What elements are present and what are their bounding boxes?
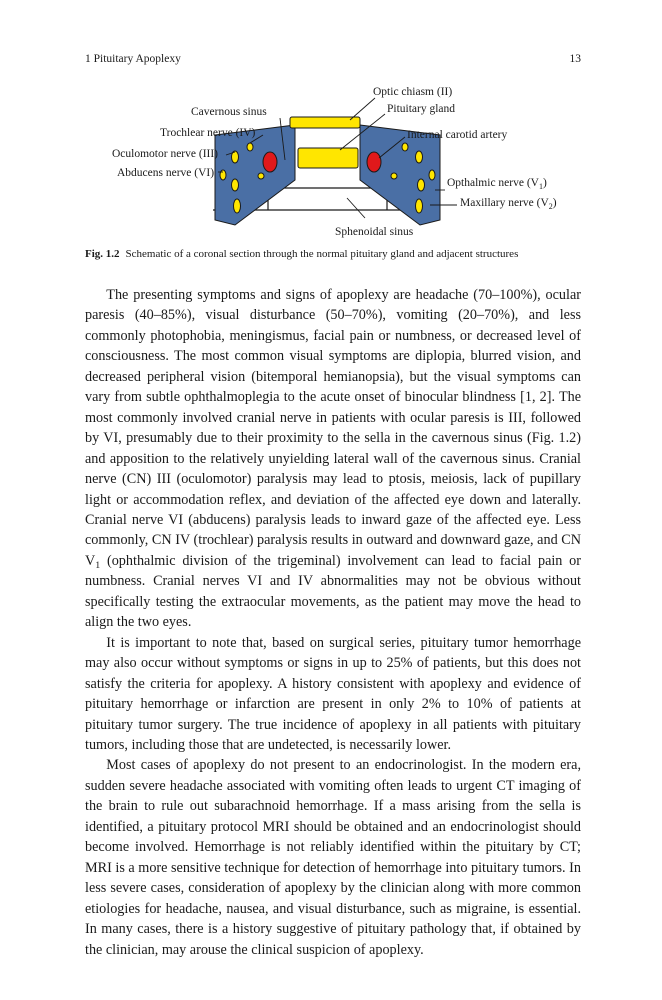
paragraph-3: Most cases of apoplexy do not present to an endocrinologist. In the modern era, sudden severe headache associated with vomiting often leads to urgent CT imaging of the brain to rule out subarachnoid hemorrhage. If a mass arising from the sella is identified, a pituitary protocol MRI should be obtained and an endocrinologist should become involved. Hemorrhage is not reliably identified within the pituitary by CT; MRI is a more sensitive technique for detection of hemorrhage into pituitary tumors. In less severe cases, consideration of apoplexy by the clinician along with more common etiologies for headache, nausea, and visual disturbance, such as migraine, is essential. In many cases, there is a history suggestive of pituitary pathology that, if obtained by the clinician, may arouse the clinical suspicion of apoplexy.	[85, 757, 581, 958]
label-trochlear: Trochlear nerve (IV)	[160, 127, 256, 139]
figure-caption	[85, 248, 581, 260]
left-ophthalmic-nerve	[232, 179, 239, 191]
right-internal-carotid	[367, 152, 381, 172]
running-head-title: 1 Pituitary Apoplexy	[85, 53, 181, 65]
label-pituitary-gland: Pituitary gland	[387, 103, 456, 115]
figure-coronal-section	[85, 80, 581, 245]
paragraph-1	[85, 285, 581, 633]
pituitary-gland	[298, 148, 358, 168]
right-abducens-nerve	[391, 173, 397, 179]
paragraph-1-subscript: 1	[95, 559, 101, 571]
right-ophthalmic-nerve	[418, 179, 425, 191]
page-number: 13	[569, 53, 581, 65]
paragraph-1-part-b: (ophthalmic division of the trigeminal) involvement can lead to facial pain or numbness. Cranial nerves VI and IV abnormalities may not be obvious without specifically testing the extraocular movements, as the patient may move the head to align the two eyes.	[85, 552, 581, 631]
paragraph-1-part-a: The presenting symptoms and signs of apoplexy are headache (70–100%), ocular paresis (40–85%), visual disturbance (50–70%), vomiting (20–70%), and less commonly photophobia, meningismus, facial pain or numbness, or decreased level of consciousness. The most common visual symptoms are diplopia, blurred vision, and decreased peripheral vision (bitemporal hemianopsia), but the visual symptoms can vary from subtle ophthalmoplegia to the acute onset of binocular blindness [1, 2]. The most commonly involved cranial nerve in patients with ocular paresis is III, followed by VI, presumably due to their proximity to the sella in the cavernous sinus (Fig. 1.2) and apposition to the relatively unyielding lateral wall of the cavernous sinus. Cranial nerve (CN) III (oculomotor) paralysis may lead to ptosis, meiosis, lack of pupillary light or accommodation reflex, and deviation of the affected eye down and laterally. Cranial nerve VI (abducens) paralysis leads to inward gaze of the affected eye. Less commonly, CN IV (trochlear) paralysis results in outward and downward gaze, and CN V	[85, 287, 581, 569]
right-oculomotor-nerve	[416, 151, 423, 163]
caption-label: Fig. 1.2	[85, 248, 120, 260]
left-maxillary-nerve	[234, 199, 241, 213]
label-cavernous-sinus: Cavernous sinus	[191, 106, 267, 118]
right-maxillary-nerve	[416, 199, 423, 213]
label-ophthalmic: Opthalmic nerve $(V_1)$	[447, 177, 547, 191]
label-maxillary: Maxillary nerve $(V_2)$	[460, 197, 557, 211]
optic-chiasm	[290, 117, 360, 128]
label-abducens: Abducens nerve (VI)	[117, 167, 215, 179]
caption-text: Schematic of a coronal section through the normal pituitary gland and adjacent structures	[125, 248, 519, 260]
left-abducens-nerve	[258, 173, 264, 179]
left-trochlear-nerve	[247, 143, 253, 151]
body-text	[85, 285, 581, 960]
label-oculomotor: Oculomotor nerve (III)	[112, 148, 219, 160]
label-sphenoidal: Sphenoidal sinus	[335, 226, 414, 238]
paragraph-2: It is important to note that, based on surgical series, pituitary tumor hemorrhage may also occur without symptoms or signs in up to 25% of patients, but this does not satisfy the criteria for apoplexy. A history consistent with apoplexy and evidence of pituitary hemorrhage or infarction are present in only 2% to 10% of patients at pituitary tumor surgery. The true incidence of apoplexy in all patients with pituitary tumors, including those that are undetected, is necessarily lower.	[85, 634, 581, 753]
coronal-section-diagram	[85, 80, 581, 245]
left-internal-carotid	[263, 152, 277, 172]
running-head	[85, 53, 581, 69]
right-trochlear-nerve	[402, 143, 408, 151]
label-internal-carotid: Internal carotid artery	[407, 129, 508, 141]
label-optic-chiasm: Optic chiasm (II)	[373, 86, 453, 98]
